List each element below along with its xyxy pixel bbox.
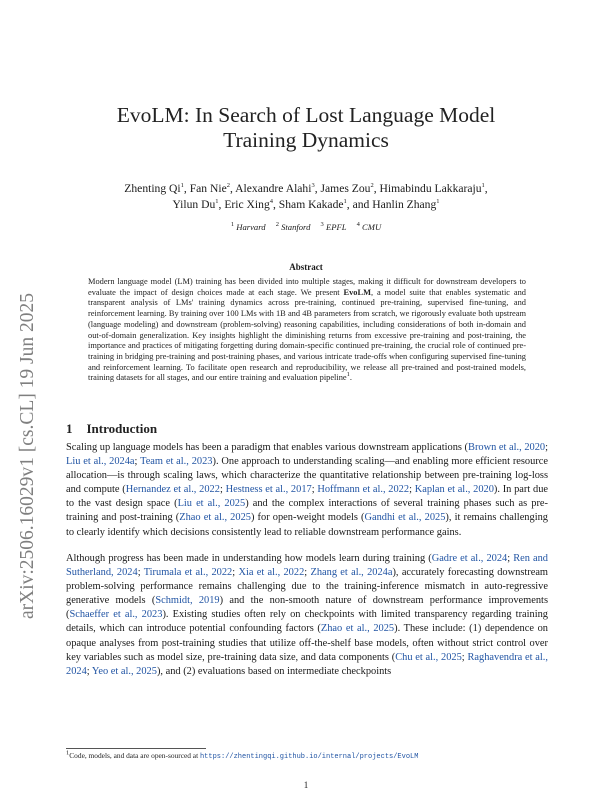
citation-link[interactable]: Raghavendra et al., 2024 — [66, 651, 548, 677]
citation-link[interactable]: Liu et al., 2025 — [177, 498, 246, 510]
footnote-divider — [66, 748, 206, 749]
author: Eric Xing$^4$ — [224, 198, 273, 211]
citation-link[interactable]: Xia et al., 2022 — [238, 567, 305, 579]
abstract-heading: Abstract — [289, 262, 323, 272]
author: James Zou$^2$ — [320, 182, 374, 195]
project-url-link[interactable]: https://zhentingqi.github.io/internal/projects/EvoLM — [199, 753, 419, 761]
arxiv-stamp-text: arXiv:2506.16029v1 [cs.CL] 19 Jun 2025 — [17, 292, 38, 620]
citation-link[interactable]: Hestness et al., 2017 — [225, 484, 312, 496]
author-list: Zhenting Qi$^1$, Fan Nie$^2$, Alexandre Alahi$^3$, James Zou$^2$, Himabindu Lakkaraju$^1$, Yilun Du$^1$, Eric Xing$^4$, Sham Kakade$^1$, and Hanlin Zhang$^1$ — [124, 182, 488, 211]
citation-link[interactable]: Zhao et al., 2025 — [179, 512, 251, 524]
citation-link[interactable]: Hernandez et al., 2022 — [125, 484, 220, 496]
intro-paragraph-1: Scaling up language models has been a paradigm that enables various downstream applications (Brown et al., 2020; Liu et al., 2024a; Team et al., 2023). One approach to understanding scaling—and enabling more efficient resource allocation—is through scaling laws, which characterize the quantitative relationship between pre-training log-loss and compute (Hernandez et al., 2022; Hestness et al., 2017; Hoffmann et al., 2022; Kaplan et al., 2020). In part due to the vast design space (Liu et al., 2025) and the complex interactions of several training phases such as pre-training and post-training (Zhao et al., 2025) for open-weight models (Gandhi et al., 2025), it remains challenging to clearly identify which decisions consistently lead to reliable downstream performance gains. — [66, 442, 549, 538]
affiliation: $^4$ CMU — [356, 221, 382, 232]
citation-link[interactable]: Tirumala et al., 2022 — [143, 567, 233, 579]
intro-paragraph-2: Although progress has been made in understanding how models learn during training (Gadre et al., 2024; Ren and Sutherland, 2024; Tirumala et al., 2022; Xia et al., 2022; Zhang et al., 2024a), accurately forecasting downstream problem-solving performance remains challenging due to the training-inference mismatch in auto-regressive generative models (Schmidt, 2019) and the non-smooth nature of downstream performance improvements (Schaeffer et al., 2023). Existing studies often rely on checkpoints with limited transparency regarding training details, which can introduce potential confounding factors (Zhao et al., 2025). These include: (1) dependence on opaque analyses from post-training studies that utilize off-the-shelf base models, often without strict control over key variables such as model size, pre-training data size, and data components (Chu et al., 2025; Raghavendra et al., 2024; Yeo et al., 2025), and (2) evaluations based on intermediate checkpoints — [66, 553, 549, 677]
page-number: 1 — [303, 780, 309, 790]
citation-link[interactable]: Kaplan et al., 2020 — [414, 484, 494, 496]
author: Zhenting Qi$^1$ — [124, 182, 184, 195]
citation-link[interactable]: Schaeffer et al., 2023 — [69, 609, 163, 621]
author: Fan Nie$^2$ — [189, 182, 230, 195]
citation-link[interactable]: Zhang et al., 2024a — [310, 567, 393, 579]
citation-link[interactable]: Chu et al., 2025 — [395, 651, 462, 663]
author: Yilun Du$^1$ — [172, 198, 219, 211]
citation-link[interactable]: Brown et al., 2020 — [468, 442, 546, 453]
affiliation-list — [120, 222, 492, 232]
footnote: $^1$Code, models, and data are open-sourced at https://zhentingqi.github.io/internal/projects/EvoLM — [66, 749, 419, 761]
citation-link[interactable]: Hoffmann et al., 2022 — [317, 484, 410, 496]
affiliation: $^3$ EPFL — [320, 221, 347, 232]
arxiv-stamp — [18, 232, 38, 680]
author: Sham Kakade$^1$ — [278, 198, 347, 211]
author: Himabindu Lakkaraju$^1$ — [379, 182, 485, 195]
author: Hanlin Zhang$^1$ — [372, 198, 440, 211]
affiliation: $^2$ Stanford — [275, 221, 311, 232]
citation-link[interactable]: Schmidt, 2019 — [155, 595, 220, 607]
paper-title: EvoLM: In Search of Lost Language Model Training Dynamics — [116, 103, 496, 152]
abstract-body: Modern language model (LM) training has been divided into multiple stages, making it difficult for downstream developers to evaluate the impact of design choices made at each stage. We present EvoLM, a model suite that enables systematic and transparent analysis of LMs' training dynamics across pre-training, continued pre-training, supervised fine-tuning, and reinforcement learning. By training over 100 LMs with 1B and 4B parameters from scratch, we rigorously evaluate both upstream (language modeling) and downstream (problem-solving) reasoning capabilities, including considerations of both in-domain and out-of-domain generalization. Key insights highlight the diminishing returns from excessive pre-training and post-training, the importance and practices of mitigating forgetting during domain-specific continued pre-training, the crucial role of continued pre-training in bridging pre-training and post-training phases, and various intricate trade-offs when configuring supervised fine-tuning and reinforcement learning. To facilitate open research and reproducibility, we release all pre-trained and post-trained models, training datasets for all stages, and our entire training and evaluation pipeline$^1$. — [88, 277, 526, 383]
citation-link[interactable]: Team et al., 2023 — [140, 456, 213, 468]
citation-link[interactable]: Gandhi et al., 2025 — [364, 512, 446, 524]
affiliation: $^1$ Harvard — [230, 221, 266, 232]
citation-link[interactable]: Liu et al., 2024a — [66, 456, 135, 468]
author: Alexandre Alahi$^3$ — [235, 182, 315, 195]
citation-link[interactable]: Ren and Sutherland, 2024 — [66, 553, 548, 579]
footnote-mark[interactable]: 1 — [346, 371, 350, 379]
section-heading: 1 Introduction — [66, 421, 158, 436]
citation-link[interactable]: Gadre et al., 2024 — [431, 553, 508, 564]
citation-link[interactable]: Yeo et al., 2025 — [91, 665, 157, 677]
citation-link[interactable]: Zhao et al., 2025 — [320, 623, 395, 635]
